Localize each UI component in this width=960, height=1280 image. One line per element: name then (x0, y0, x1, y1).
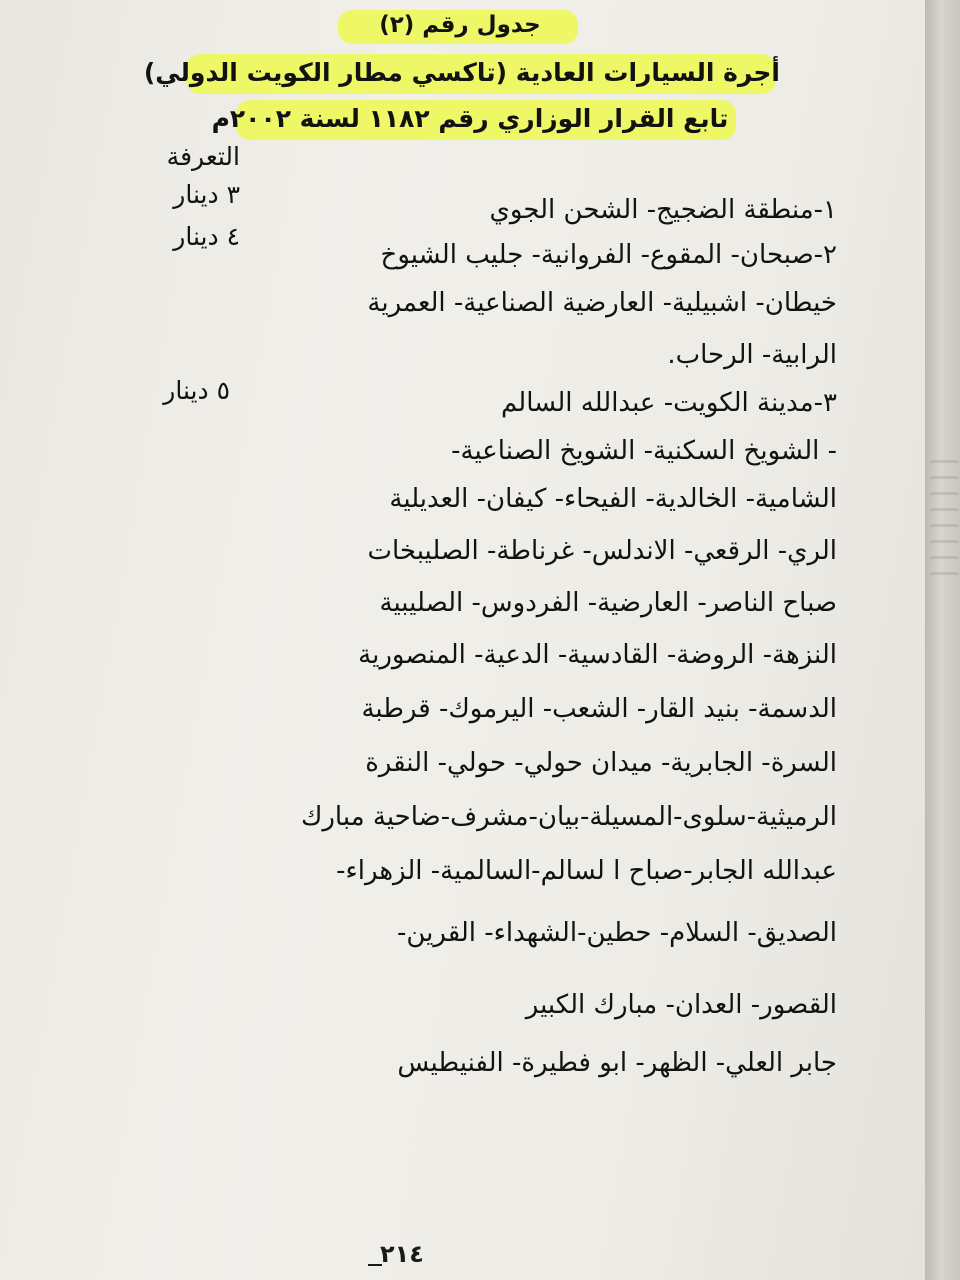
book-spine-shadow (925, 0, 960, 1280)
table-number-heading: جدول رقم (٢) (379, 12, 541, 38)
zone-3-line: الري- الرقعي- الاندلس- غرناطة- الصليبخات (367, 536, 837, 566)
zone-3-line: الشامية- الخالدية- الفيحاء- كيفان- العديلية (389, 484, 837, 514)
zone-3-line: جابر العلي- الظهر- ابو فطيرة- الفنيطيس (397, 1048, 837, 1078)
zone-3-line: صباح الناصر- العارضية- الفردوس- الصليبية (379, 588, 837, 618)
document-title: أجرة السيارات العادية (تاكسي مطار الكويت الدولي) (143, 58, 780, 87)
zone-3-line: الصديق- السلام- حطين-الشهداء- القرين- (396, 918, 837, 948)
zone-3-line: الدسمة- بنيد القار- الشعب- اليرموك- قرطبة (361, 694, 837, 724)
page-number: ٢١٤ (380, 1240, 424, 1268)
fee-zone-2: ٤ دينار (173, 222, 240, 251)
zone-3-line: عبدالله الجابر-صباح ا لسالم-السالمية- الزهراء- (336, 856, 837, 886)
zone-3-line: السرة- الجابرية- ميدان حولي- حولي- النقرة (365, 748, 837, 778)
zone-3-line: ٣-مدينة الكويت- عبدالله السالم (500, 388, 837, 418)
zone-3-line: النزهة- الروضة- القادسية- الدعية- المنصورية (358, 640, 837, 670)
fee-column-header: التعرفة (166, 142, 240, 171)
decree-reference: تابع القرار الوزاري رقم ١١٨٢ لسنة ٢٠٠٢م (211, 104, 729, 133)
next-page-edge (930, 460, 958, 580)
fee-zone-3: ٥ دينار (163, 376, 230, 405)
zone-2-line: خيطان- اشبيلية- العارضية الصناعية- العمرية (367, 288, 837, 318)
zone-2-line: الرابية- الرحاب. (667, 340, 837, 370)
zone-3-line: الرميثية-سلوى-المسيلة-بيان-مشرف-ضاحية مبارك (300, 802, 837, 832)
zone-3-line: - الشويخ السكنية- الشويخ الصناعية- (451, 436, 837, 466)
fee-zone-1: ٣ دينار (173, 180, 240, 209)
zone-1-line: ١-منطقة الضجيج- الشحن الجوي (489, 195, 837, 225)
zone-3-line: القصور- العدان- مبارك الكبير (525, 990, 837, 1020)
zone-2-line: ٢-صبحان- المقوع- الفروانية- جليب الشيوخ (380, 240, 837, 270)
